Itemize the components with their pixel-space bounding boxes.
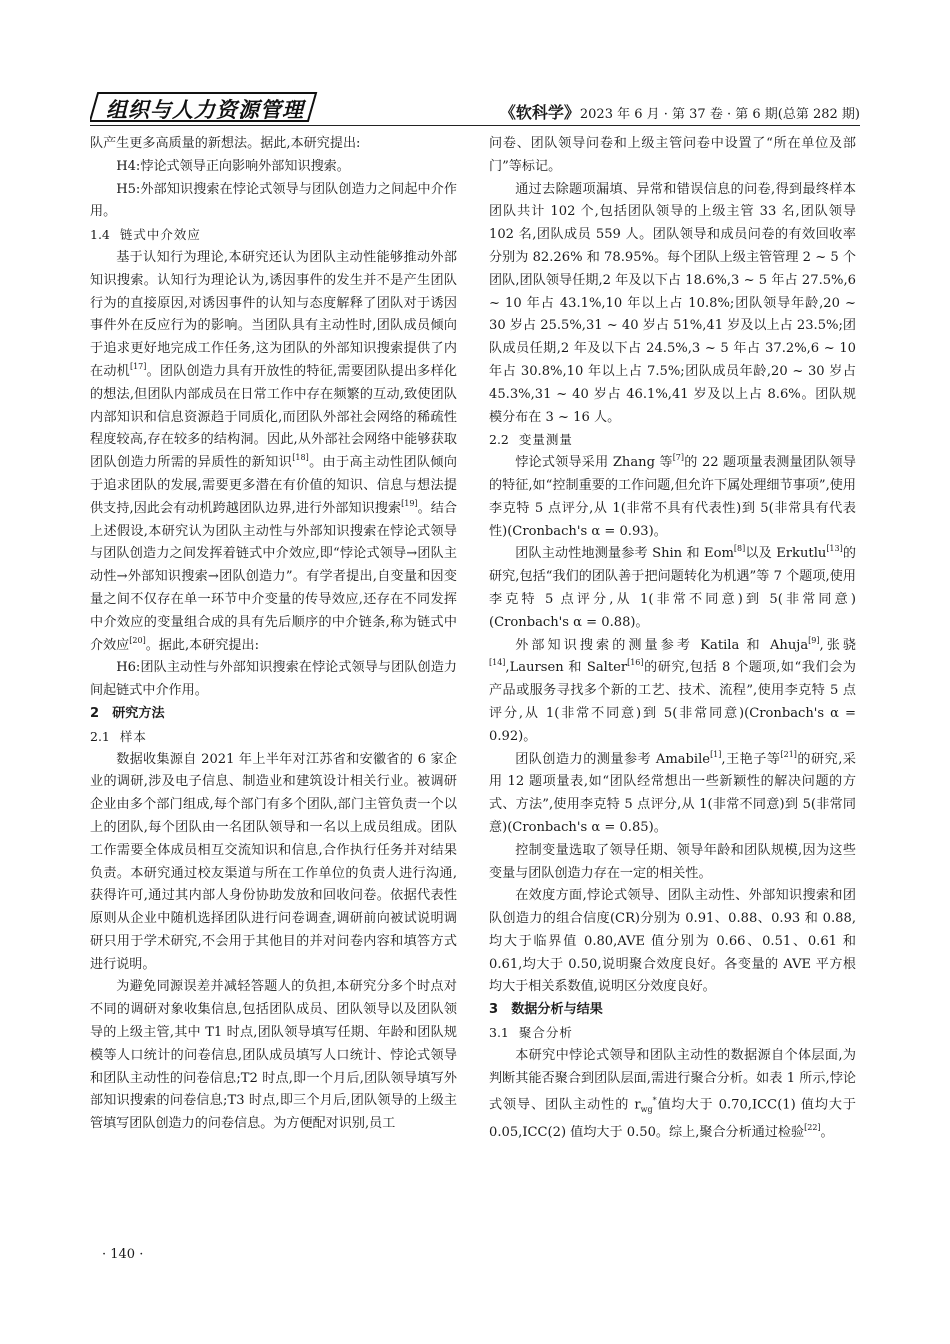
citation: [13] bbox=[826, 544, 843, 554]
text-run: 外部知识搜索的测量参考 Katila 和 Ahuja bbox=[515, 637, 809, 653]
citation: [1] bbox=[710, 749, 722, 759]
citation: [14] bbox=[489, 658, 506, 668]
journal-issue: 2023 年 6 月 · 第 37 卷 · 第 6 期(总第 282 期) bbox=[579, 107, 860, 122]
subsection-heading bbox=[489, 1022, 856, 1045]
text-run: 。 bbox=[820, 1125, 834, 1141]
text-run: 以及 Erkutlu bbox=[745, 546, 827, 562]
citation: [16] bbox=[627, 658, 644, 668]
header-rule bbox=[90, 125, 860, 126]
subsection-number: 1.4 bbox=[90, 227, 110, 243]
subsection-heading bbox=[489, 429, 856, 452]
paragraph bbox=[489, 749, 856, 840]
text-run: ,王艳子等 bbox=[721, 751, 781, 767]
hypothesis-h4: H4:悖论式领导正向影响外部知识搜索。 bbox=[116, 158, 350, 174]
rwg-subscript: wg bbox=[640, 1105, 653, 1115]
citation: [9] bbox=[808, 635, 820, 645]
text-run: 的研究,包括 8 个题项,如“我们会为产品或服务寻找多个新的工艺、技术、流程”,使用李克特 5 点评分,从 1(非常不同意)到 5(非常同意)(Cronbach's α = 0.92)。 bbox=[489, 660, 856, 744]
right-column bbox=[489, 133, 856, 1145]
paragraph bbox=[489, 635, 856, 749]
text-run: 团队创造力的测量参考 Amabile bbox=[515, 751, 711, 767]
subsection-number: 2.1 bbox=[90, 728, 110, 744]
text-run: 悖论式领导采用 Zhang 等 bbox=[515, 455, 673, 471]
text-run: 。据此,本研究提出: bbox=[145, 637, 260, 653]
section-heading: 3 数据分析与结果 bbox=[489, 1002, 603, 1018]
citation: [22] bbox=[804, 1123, 821, 1133]
text-run: 的研究,包括“我们的团队善于把问题转化为机遇”等 7 个题项,使用李克特 5 点评分,从 1(非常不同意)到 5(非常同意)(Cronbach's α = 0.88)。 bbox=[489, 546, 856, 630]
citation: [7] bbox=[672, 453, 685, 463]
citation: [17] bbox=[129, 361, 147, 371]
journal-name: 《软科学》 bbox=[499, 103, 580, 122]
text-run: 团队主动性地测量参考 Shin 和 Eom bbox=[515, 546, 734, 562]
section-heading: 2 研究方法 bbox=[90, 705, 165, 721]
paragraph: 在效度方面,悖论式领导、团队主动性、外部知识搜索和团队创造力的组合信度(CR)分别为 0.91、0.88、0.93 和 0.88,均大于临界值 0.80,AVE 值分别为 0.66、0.51、0.61 和 0.61,均大于 0.50,说明聚合效度良好。各变量的 AVE 平方根均大于相关系数值,说明区分效度良好。 bbox=[489, 888, 856, 995]
subsection-title: 变量测量 bbox=[518, 432, 573, 448]
subsection-number: 2.2 bbox=[489, 432, 509, 448]
subsection-title: 样本 bbox=[119, 728, 147, 744]
left-column bbox=[90, 133, 457, 1136]
text-run: 。结合上述假设,本研究认为团队主动性与外部知识搜索在悖论式领导与团队创造力之间发挥着链式中介效应,即“悖论式领导→团队主动性→外部知识搜索→团队创造力”。有学者提出,自变量和因变量之间不仅存在单一环节中介变量的传导效应,还存在不同发挥中介效应的变量组合成的具有先后顺序的中介链条,称为链式中介效应 bbox=[90, 500, 458, 653]
paragraph: 队产生更多高质量的新想法。据此,本研究提出: bbox=[90, 136, 361, 151]
page-number: · 140 · bbox=[102, 1247, 144, 1262]
paragraph bbox=[489, 1045, 856, 1145]
text-run: 本研究中悖论式领导和团队主动性的数据源自个体层面,为判断其能否聚合到团队层面,需进行聚合分析。如表 1 所示,悖论式领导、团队主动性的 r bbox=[489, 1047, 856, 1113]
subsection-heading bbox=[90, 224, 457, 247]
subsection-title: 链式中介效应 bbox=[119, 227, 201, 243]
paragraph bbox=[90, 247, 457, 657]
text-run: 。团队创造力具有开放性的特征,需要团队提出多样化的想法,但团队内部成员在日常工作中存在频繁的互动,致使团队内部知识和信息资源趋于同质化,而团队外部社会网络的稀疏性程度较高,存在较多的结构洞。因此,从外部社会网络中能够获取团队创造力所需的异质性的新知识 bbox=[90, 363, 457, 471]
citation: [21] bbox=[780, 749, 797, 759]
text-run: 的研究,采用 12 题项量表,如“团队经常想出一些新颖性的解决问题的方式、方法”,使用李克特 5 点评分,从 1(非常不同意)到 5(非常同意)(Cronbach's α = 0.85)。 bbox=[489, 751, 856, 835]
subsection-title: 聚合分析 bbox=[518, 1025, 573, 1041]
running-header bbox=[90, 92, 860, 124]
paragraph: 为避免同源误差并减轻答题人的负担,本研究分多个时点对不同的调研对象收集信息,包括团队成员、团队领导以及团队领导的上级主管,其中 T1 时点,团队领导填写任期、年龄和团队规模等人口统计的问卷信息,团队成员填写人口统计、悖论式领导和团队主动性的问卷信息;T2 时点,即一个月后,团队领导填写外部知识搜索的问卷信息;T3 时点,即三个月后,团队领导的上级主管填写团队创造力的问卷信息。为方便配对识别,员工 bbox=[90, 979, 457, 1132]
paragraph: 通过去除题项漏填、异常和错误信息的问卷,得到最终样本团队共计 102 个,包括团队领导的上级主管 33 名,团队领导 102 名,团队成员 559 人。团队领导和成员问卷的有效回收率分别为 82.26% 和 78.95%。每个团队上级主管管理 2 ~ 5 个团队,团队领导任期,2 年及以下占 18.6%,3 ~ 5 年占 27.5%,6 ~ 10 年占 43.1%,10 年以上占 10.8%;团队领导年龄,20 ~ 30 岁占 25.5%,31 ~ 40 岁占 51%,41 岁及以上占 23.5%;团队成员任期,2 年及以下占 24.5%,3 ~ 5 年占 37.2%,6 ~ 10 年占 30.8%,10 年以上占 7.5%;团队成员年龄,20 ~ 30 岁占 45.3%,31 ~ 40 岁占 46.1%,41 岁及以上占 8.6%。团队规模分布在 3 ~ 16 人。 bbox=[489, 181, 857, 425]
paragraph: 问卷、团队领导问卷和上级主管问卷中设置了“所在单位及部门”等标记。 bbox=[489, 136, 856, 174]
subsection-heading bbox=[90, 726, 457, 749]
subsection-number: 3.1 bbox=[489, 1025, 509, 1041]
hypothesis-h5: H5:外部知识搜索在悖论式领导与团队创造力之间起中介作用。 bbox=[90, 181, 457, 220]
hypothesis-h6: H6:团队主动性与外部知识搜索在悖论式领导与团队创造力间起链式中介作用。 bbox=[90, 660, 457, 699]
citation: [19] bbox=[401, 498, 418, 508]
paragraph: 控制变量选取了领导任期、领导年龄和团队规模,因为这些变量与团队创造力存在一定的相关性。 bbox=[489, 842, 856, 881]
citation: [18] bbox=[292, 453, 309, 463]
section-banner-title: 组织与人力资源管理 bbox=[106, 98, 304, 122]
section-banner bbox=[90, 92, 318, 122]
text-run: ,张骁 bbox=[819, 637, 856, 653]
rwg-superscript: * bbox=[652, 1096, 657, 1106]
paragraph bbox=[489, 452, 856, 543]
paragraph: 数据收集源自 2021 年上半年对江苏省和安徽省的 6 家企业的调研,涉及电子信息、制造业和建筑设计相关行业。被调研企业由多个部门组成,每个部门有多个团队,部门主管负责一个以上的团队,每个团队由一名团队领导和一名以上成员组成。团队工作需要全体成员相互交流知识和信息,合作执行任务并对结果负责。本研究通过校友渠道与所在工作单位的负责人进行沟通,获得许可,通过其内部人身份协助发放和回收问卷。依据代表性原则从企业中随机选择团队进行问卷调查,调研前向被试说明调研只用于学术研究,不会用于其他目的并对问卷内容和填答方式进行说明。 bbox=[90, 751, 457, 972]
paragraph bbox=[489, 543, 856, 634]
journal-info bbox=[500, 100, 860, 123]
text-run: 基于认知行为理论,本研究还认为团队主动性能够推动外部知识搜索。认知行为理论认为,诱因事件的发生并不是产生团队行为的直接原因,对诱因事件的认知与态度解释了团队对于诱因事件外在反应行为的影响。当团队具有主动性时,团队成员倾向于追求更好地完成工作任务,这为团队的外部知识搜索提供了内在动机 bbox=[90, 249, 457, 379]
text-run: 值均大于 0.70,ICC(1) 值均大于 0.05,ICC(2) 值均大于 0.50。综上,聚合分析通过检验 bbox=[489, 1097, 857, 1141]
text-run: 。由于高主动性团队倾向于追求团队的发展,需要更多潜在有价值的知识、信息与想法提供支持,因此会有动机跨越团队边界,进行外部知识搜索 bbox=[90, 455, 458, 516]
text-run: ,Laursen 和 Salter bbox=[505, 660, 628, 676]
citation: [20] bbox=[129, 635, 146, 645]
citation: [8] bbox=[733, 544, 746, 554]
text-run: 的 22 题项量表测量团队领导的特征,如“控制重要的工作问题,但允许下属处理细节事项”,使用李克特 5 点评分,从 1(非常不具有代表性)到 5(非常具有代表性)(Cronbach's α = 0.93)。 bbox=[489, 455, 856, 539]
